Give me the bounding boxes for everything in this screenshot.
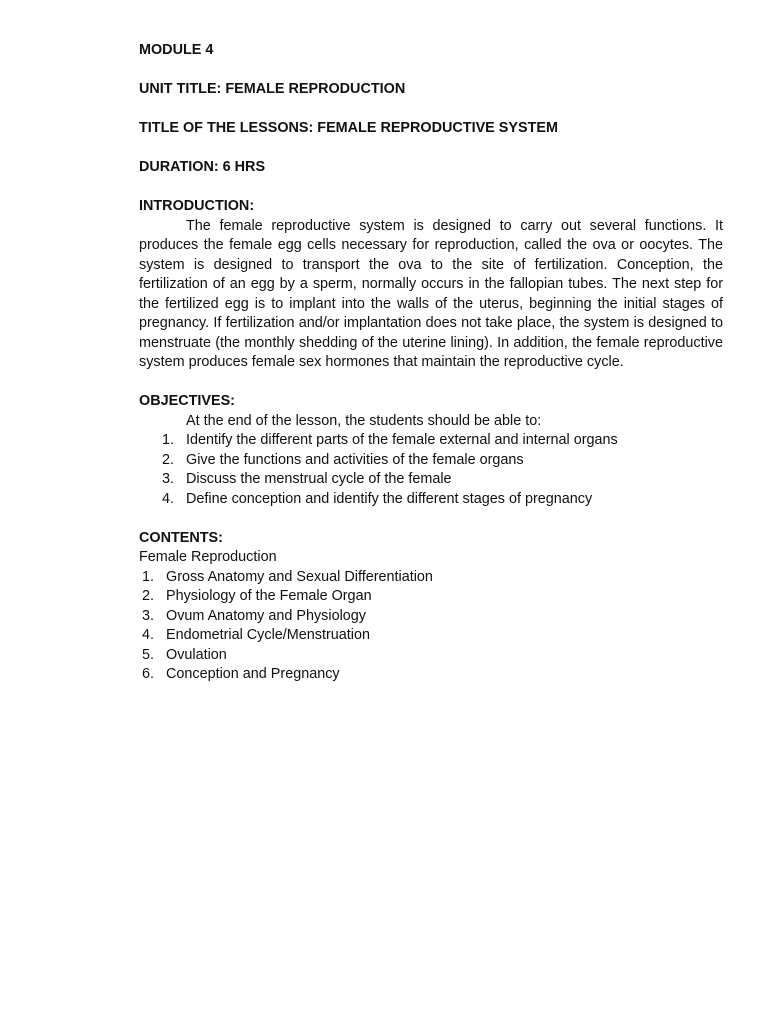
- contents-text: Physiology of the Female Organ: [166, 588, 372, 604]
- introduction-heading: INTRODUCTION:: [139, 198, 255, 214]
- contents-item: [139, 626, 723, 646]
- duration: DURATION: 6 HRS: [139, 159, 266, 175]
- contents-text: Ovum Anatomy and Physiology: [166, 607, 366, 624]
- objective-item: [139, 451, 723, 471]
- contents-text: Gross Anatomy and Sexual Differentiation: [166, 568, 433, 585]
- contents-item: [139, 665, 723, 685]
- contents-subheading: Female Reproduction: [139, 549, 277, 565]
- list-number: 2.: [142, 588, 155, 604]
- objective-text: Define conception and identify the different stages of pregnancy: [186, 490, 593, 507]
- contents-item: [139, 607, 723, 627]
- objectives-lead: At the end of the lesson, the students should be able to:: [186, 412, 542, 429]
- objective-text: Identify the different parts of the female external and internal organs: [186, 432, 618, 448]
- introduction-paragraph: The female reproductive system is designed to carry out several functions. It produces the female egg cells necessary for reproduction, called the ova or oocytes. The system is designed to transport the ova to the site of fertilization. Conception, the fertilization of an egg by a sperm, normally occurs in the fallopian tubes. The next step for the fertilized egg is to implant into the walls of the uterus, beginning the initial stages of pregnancy. If fertilization and/or implantation does not take place, the system is designed to menstruate (the monthly shedding of the uterine lining). In addition, the female reproductive system produces female sex hormones that maintain the reproductive cycle.: [139, 217, 723, 370]
- spacer: [139, 509, 723, 529]
- list-number: 5.: [142, 646, 155, 663]
- list-number: 1.: [162, 432, 175, 448]
- module-heading: MODULE 4: [139, 42, 214, 58]
- objective-item: [139, 431, 723, 451]
- list-number: 2.: [162, 451, 175, 468]
- contents-list: [139, 568, 723, 685]
- unit-title: UNIT TITLE: FEMALE REPRODUCTION: [139, 81, 406, 97]
- contents-text: Endometrial Cycle/Menstruation: [166, 627, 370, 643]
- contents-text: Conception and Pregnancy: [166, 666, 340, 682]
- list-number: 1.: [142, 568, 155, 585]
- objectives-heading: OBJECTIVES:: [139, 393, 235, 409]
- objective-text: Give the functions and activities of the female organs: [186, 451, 524, 468]
- contents-heading: CONTENTS:: [139, 529, 223, 546]
- contents-item: [139, 568, 723, 588]
- objectives-list: [139, 431, 723, 509]
- objective-text: Discuss the menstrual cycle of the female: [186, 471, 452, 487]
- contents-text: Ovulation: [166, 646, 227, 663]
- document-body: [139, 41, 723, 685]
- list-number: 3.: [142, 607, 155, 624]
- spacer: [139, 373, 723, 393]
- list-number: 4.: [142, 627, 155, 643]
- list-number: 6.: [142, 666, 155, 682]
- list-number: 3.: [162, 471, 175, 487]
- lessons-title: TITLE OF THE LESSONS: FEMALE REPRODUCTIVE SYSTEM: [139, 120, 558, 136]
- objective-item: [139, 490, 723, 510]
- objective-item: [139, 470, 723, 490]
- contents-item: [139, 587, 723, 607]
- list-number: 4.: [162, 490, 175, 507]
- contents-item: [139, 646, 723, 666]
